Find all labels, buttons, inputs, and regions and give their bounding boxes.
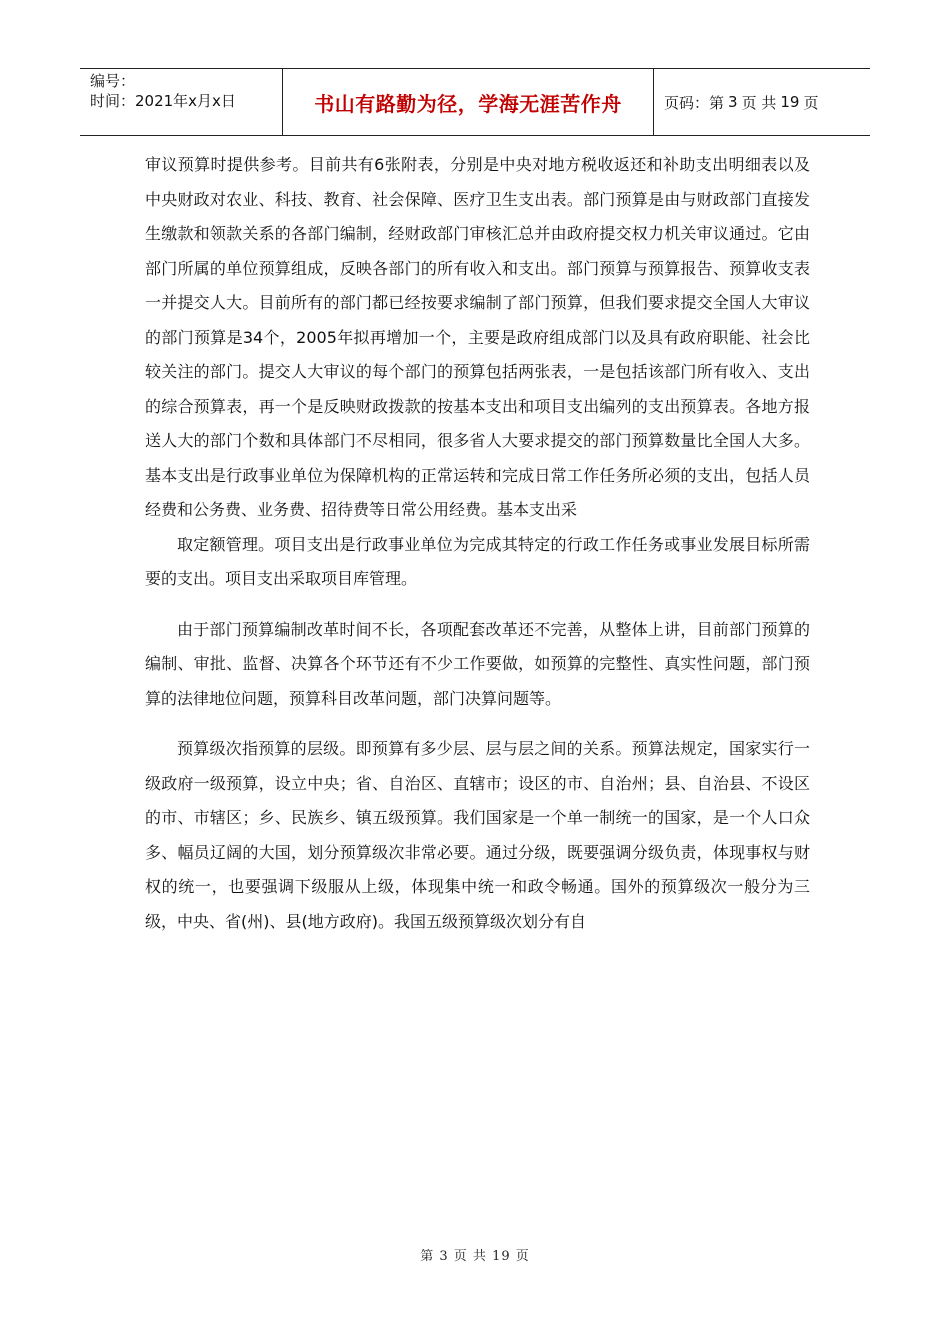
body-paragraph: 由于部门预算编制改革时间不长，各项配套改革还不完善，从整体上讲，目前部门预算的编制、审批、监督、决算各个环节还有不少工作要做，如预算的完整性、真实性问题，部门预算的法律地位问题，预算科目改革问题，部门决算问题等。 xyxy=(145,619,810,708)
body-paragraph: 审议预算时提供参考。目前共有6张附表，分别是中央对地方税收返还和补助支出明细表以及中央财政对农业、科技、教育、社会保障、医疗卫生支出表。部门预算是由与财政部门直接发生缴款和领款关系的各部门编制，经财政部门审核汇总并由政府提交权力机关审议通过。它由部门所属的单位预算组成，反映各部门的所有收入和支出。部门预算与预算报告、预算收支表一并提交人大。目前所有的部门都已经按要求编制了部门预算，但我们要求提交全国人大审议的部门预算是34个，2005年拟再增加一个，主要是政府组成部门以及具有政府职能、社会比较关注的部门。提交人大审议的每个部门的预算包括两张表，一是包括该部门所有收入、支出的综合预算表，再一个是反映财政拨款的按基本支出和项目支出编列的支出预算表。各地方报送人大的部门个数和具体部门不尽相同，很多省人大要求提交的部门预算数量比全国人大多。基本支出是行政事业单位为保障机构的正常运转和完成日常工作任务所必须的支出，包括人员经费和公务费、业务费、招待费等日常公用经费。基本支出采 xyxy=(145,155,810,519)
body-paragraph: 预算级次指预算的层级。即预算有多少层、层与层之间的关系。预算法规定，国家实行一级政府一级预算，设立中央；省、自治区、直辖市；设区的市、自治州；县、自治县、不设区的市、市辖区；乡、民族乡、镇五级预算。我们国家是一个单一制统一的国家，是一个人口众多、幅员辽阔的大国，划分预算级次非常必要。通过分级，既要强调分级负责，体现事权与财权的统一，也要强调下级服从上级，体现集中统一和政令畅通。国外的预算级次一般分为三级，中央、省(州)、县(地方政府)。我国五级预算级次划分有自 xyxy=(145,739,810,931)
header-page-mid: 页 共 xyxy=(741,93,777,112)
document-date: 时间：2021年x月x日 xyxy=(90,92,236,110)
header-page-end: 页 xyxy=(803,93,819,112)
header-page-label: 页码：第 xyxy=(664,93,725,112)
footer-prefix: 第 xyxy=(420,1249,435,1264)
header-motto: 书山有路勤为径，学海无涯苦作舟 xyxy=(282,69,654,135)
document-header xyxy=(80,68,870,136)
footer-current-page: 3 xyxy=(439,1249,449,1264)
header-page-current: 3 xyxy=(728,93,738,111)
footer-mid: 页 共 xyxy=(453,1249,487,1264)
header-info-cell xyxy=(80,69,282,135)
footer-total-pages: 19 xyxy=(492,1249,511,1264)
footer-suffix: 页 xyxy=(515,1249,530,1264)
header-page-info xyxy=(654,69,870,135)
document-number-label: 编号： xyxy=(90,72,136,90)
document-body xyxy=(145,148,810,939)
body-paragraph: 取定额管理。项目支出是行政事业单位为完成其特定的行政工作任务或事业发展目标所需要的支出。项目支出采取项目库管理。 xyxy=(145,534,810,588)
page-footer xyxy=(0,1245,950,1264)
header-page-total: 19 xyxy=(780,93,800,111)
